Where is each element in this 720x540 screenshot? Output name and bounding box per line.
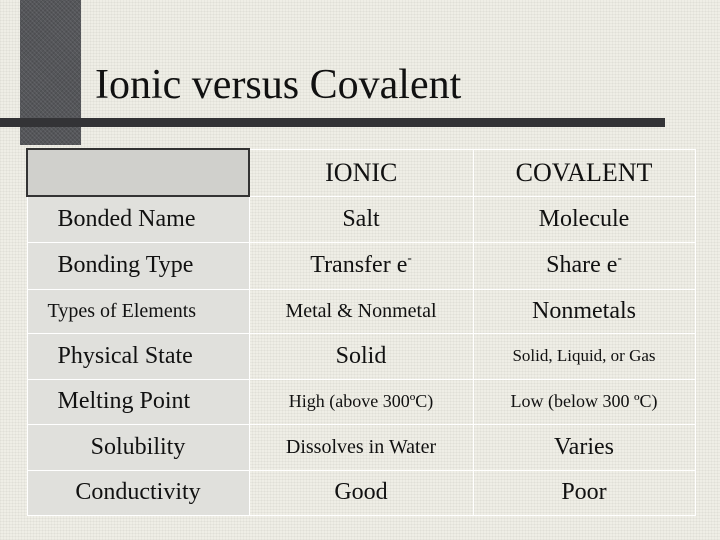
table-row xyxy=(27,333,695,379)
covalent-cell: Molecule xyxy=(473,196,695,242)
comparison-table xyxy=(26,148,696,516)
table-row xyxy=(27,424,695,470)
ionic-cell: Dissolves in Water xyxy=(249,424,473,470)
ionic-cell: Solid xyxy=(249,333,473,379)
header-row xyxy=(27,149,695,196)
row-label: Bonded Name xyxy=(27,196,249,242)
ionic-cell-text: Transfer e xyxy=(310,252,408,278)
covalent-cell: Solid, Liquid, or Gas xyxy=(473,333,695,379)
ionic-cell: High (above 300ºC) xyxy=(249,379,473,424)
header-ionic: IONIC xyxy=(249,149,473,196)
table-row xyxy=(27,289,695,333)
table-row xyxy=(27,242,695,289)
covalent-cell: Nonmetals xyxy=(473,289,695,333)
table-row xyxy=(27,379,695,424)
electron-charge-superscript: - xyxy=(617,250,622,265)
ionic-cell xyxy=(249,242,473,289)
row-label: Bonding Type xyxy=(27,242,249,289)
header-corner-cell xyxy=(27,149,249,196)
row-label: Physical State xyxy=(27,333,249,379)
row-label: Conductivity xyxy=(27,470,249,515)
covalent-cell: Varies xyxy=(473,424,695,470)
table-row xyxy=(27,470,695,515)
ionic-cell: Metal & Nonmetal xyxy=(249,289,473,333)
table-row xyxy=(27,196,695,242)
ionic-cell: Good xyxy=(249,470,473,515)
covalent-cell xyxy=(473,242,695,289)
covalent-cell: Poor xyxy=(473,470,695,515)
header-covalent: COVALENT xyxy=(473,149,695,196)
title-underline-rule xyxy=(0,118,665,127)
slide-title: Ionic versus Covalent xyxy=(95,62,462,108)
covalent-cell-text: Share e xyxy=(546,252,618,278)
row-label: Melting Point xyxy=(27,379,249,424)
row-label: Solubility xyxy=(27,424,249,470)
ionic-cell: Salt xyxy=(249,196,473,242)
electron-charge-superscript: - xyxy=(407,250,412,265)
covalent-cell: Low (below 300 ºC) xyxy=(473,379,695,424)
row-label: Types of Elements xyxy=(27,289,249,333)
